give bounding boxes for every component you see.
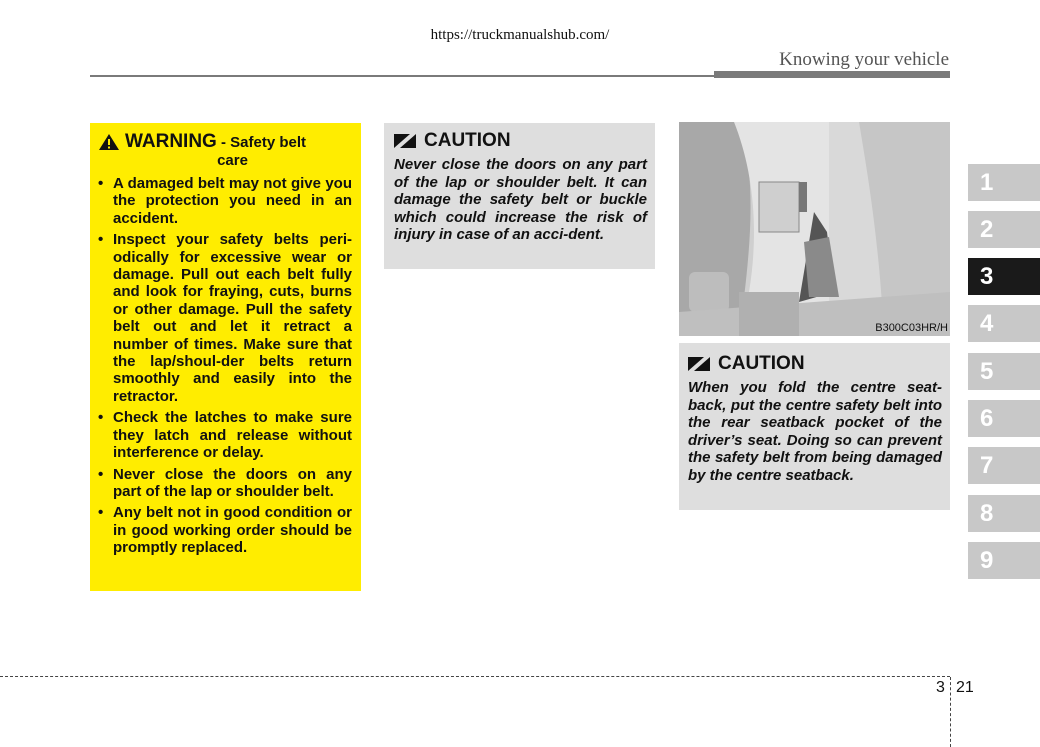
image-code: B300C03HR/H bbox=[875, 322, 948, 334]
footer-rule bbox=[0, 676, 950, 677]
warning-bullet-text: Check the latches to make sure they latch and release without interference or delay. bbox=[113, 409, 352, 462]
warning-title: WARNING bbox=[125, 131, 217, 152]
warning-bullet: • Never close the doors on any part of the lap or shoulder belt. bbox=[98, 465, 352, 500]
chapter-tab-8[interactable]: 8 bbox=[968, 495, 1040, 532]
warning-bullet-text: Inspect your safety belts peri-odically for excessive wear or damage. Pull out each belt fully and look for fraying, cuts, burns or other damage. Pull the safety belt out and let it retract a number of times. Make sure that the lap/shoul-der belts return smoothly and easily into the retractor. bbox=[113, 231, 352, 405]
caution-body: Never close the doors on any part of the lap or shoulder belt. It can damage the safety belt or buckle which could increase the risk of injury in case of an acci-dent. bbox=[394, 156, 647, 243]
source-url: https://truckmanualshub.com/ bbox=[430, 27, 610, 43]
footer-chapter: 3 bbox=[936, 679, 945, 696]
caution-box-seatback bbox=[679, 343, 950, 510]
seatbelt-illustration bbox=[679, 122, 950, 336]
chapter-tab-6[interactable]: 6 bbox=[968, 400, 1040, 437]
warning-box bbox=[90, 123, 361, 591]
caution-title: CAUTION bbox=[424, 130, 511, 151]
chapter-tab-7[interactable]: 7 bbox=[968, 447, 1040, 484]
warning-subtitle-cont: care bbox=[217, 152, 248, 169]
caution-icon bbox=[688, 357, 710, 371]
warning-bullet-text: Never close the doors on any part of the lap or shoulder belt. bbox=[113, 465, 352, 500]
caution-icon bbox=[394, 134, 416, 148]
caution-body: When you fold the centre seat-back, put the centre safety belt into the rear seatback pocket of the driver’s seat. Doing so can prevent the safety belt from being damaged by the centre seatback. bbox=[688, 379, 942, 484]
warning-subtitle: - Safety belt bbox=[221, 134, 307, 151]
chapter-tab-2[interactable]: 2 bbox=[968, 211, 1040, 248]
chapter-tab-9[interactable]: 9 bbox=[968, 542, 1040, 579]
warning-bullet: • Any belt not in good condition or in good working order should be promptly replaced. bbox=[98, 504, 352, 557]
chapter-tab-3[interactable]: 3 bbox=[968, 258, 1040, 295]
warning-heading bbox=[98, 132, 352, 169]
seatbelt-photo bbox=[679, 122, 950, 336]
warning-bullet: • Inspect your safety belts peri-odically for excessive wear or damage. Pull out each belt fully and look for fraying, cuts, burns or other damage. Pull the safety belt out and let it retract a number of times. Make sure that the lap/shoul-der belts return smoothly and easily into the retractor. bbox=[98, 231, 352, 405]
chapter-tab-4[interactable]: 4 bbox=[968, 305, 1040, 342]
header-rule bbox=[90, 75, 714, 77]
warning-triangle-icon bbox=[98, 133, 120, 151]
chapter-tab-1[interactable]: 1 bbox=[968, 164, 1040, 201]
warning-bullet-text: Any belt not in good condition or in good working order should be promptly replaced. bbox=[113, 504, 352, 557]
caution-box-doors bbox=[384, 123, 655, 269]
caution-title: CAUTION bbox=[718, 353, 805, 374]
warning-bullet: • A damaged belt may not give you the protection you need in an accident. bbox=[98, 175, 352, 227]
section-title: Knowing your vehicle bbox=[779, 49, 949, 70]
warning-bullet-text: A damaged belt may not give you the protection you need in an accident. bbox=[113, 175, 352, 227]
page-number: 21 bbox=[956, 679, 974, 696]
chapter-tab-5[interactable]: 5 bbox=[968, 353, 1040, 390]
footer-divider bbox=[950, 677, 951, 747]
warning-bullet: • Check the latches to make sure they latch and release without interference or delay. bbox=[98, 409, 352, 462]
header-rule-thick bbox=[714, 71, 950, 78]
